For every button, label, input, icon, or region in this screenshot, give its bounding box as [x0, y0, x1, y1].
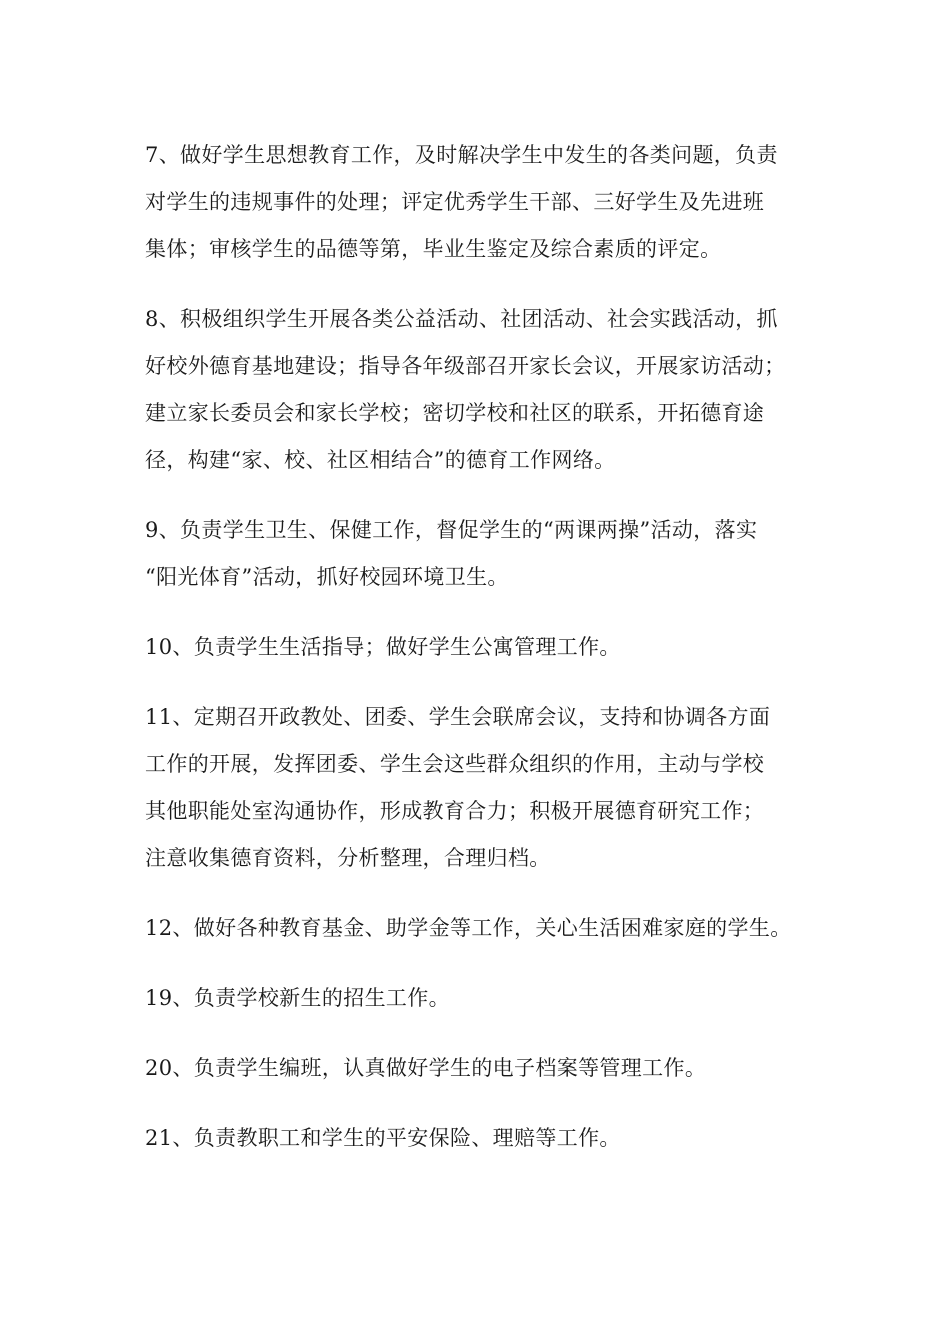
paragraph-item-20	[145, 1045, 815, 1092]
paragraph-item-10	[145, 624, 815, 671]
paragraph-spacer	[145, 1022, 815, 1045]
paragraph-spacer	[145, 882, 815, 905]
paragraph-spacer	[145, 671, 815, 694]
paragraph-spacer	[145, 952, 815, 975]
paragraph-line: 径，构建“家、校、社区相结合”的德育工作网络。	[145, 448, 616, 472]
paragraph-item-19	[145, 975, 815, 1022]
paragraph-line: 注意收集德育资料，分析整理，合理归档。	[145, 846, 551, 870]
paragraph-item-8	[145, 296, 815, 484]
paragraph-line: 12、做好各种教育基金、助学金等工作，关心生活困难家庭的学生。	[145, 916, 792, 940]
paragraph-line: 7、做好学生思想教育工作，及时解决学生中发生的各类问题，负责	[145, 143, 778, 167]
paragraph-line: 20、负责学生编班，认真做好学生的电子档案等管理工作。	[145, 1056, 707, 1080]
paragraph-line: “阳光体育”活动，抓好校园环境卫生。	[145, 565, 509, 589]
paragraph-line: 11、定期召开政教处、团委、学生会联席会议，支持和协调各方面	[145, 705, 771, 729]
paragraph-line: 19、负责学校新生的招生工作。	[145, 986, 450, 1010]
paragraph-line: 9、负责学生卫生、保健工作，督促学生的“两课两操”活动，落实	[145, 518, 758, 542]
paragraph-line: 21、负责教职工和学生的平安保险、理赔等工作。	[145, 1126, 621, 1150]
paragraph-line: 集体；审核学生的品德等第，毕业生鉴定及综合素质的评定。	[145, 237, 722, 261]
paragraph-spacer	[145, 1092, 815, 1115]
paragraph-line: 建立家长委员会和家长学校；密切学校和社区的联系，开拓德育途	[145, 401, 765, 425]
paragraph-item-21	[145, 1115, 815, 1162]
paragraph-item-7	[145, 132, 815, 273]
document-body	[145, 132, 815, 1162]
paragraph-item-9	[145, 507, 815, 601]
paragraph-item-12	[145, 905, 815, 952]
paragraph-line: 10、负责学生生活指导；做好学生公寓管理工作。	[145, 635, 621, 659]
paragraph-spacer	[145, 601, 815, 624]
paragraph-item-11	[145, 694, 815, 882]
paragraph-line: 8、积极组织学生开展各类公益活动、社团活动、社会实践活动，抓	[145, 307, 778, 331]
paragraph-spacer	[145, 484, 815, 507]
paragraph-line: 对学生的违规事件的处理；评定优秀学生干部、三好学生及先进班	[145, 190, 765, 214]
paragraph-line: 好校外德育基地建设；指导各年级部召开家长会议，开展家访活动；	[145, 354, 786, 378]
paragraph-line: 工作的开展，发挥团委、学生会这些群众组织的作用，主动与学校	[145, 752, 765, 776]
paragraph-spacer	[145, 273, 815, 296]
paragraph-line: 其他职能处室沟通协作，形成教育合力；积极开展德育研究工作；	[145, 799, 765, 823]
